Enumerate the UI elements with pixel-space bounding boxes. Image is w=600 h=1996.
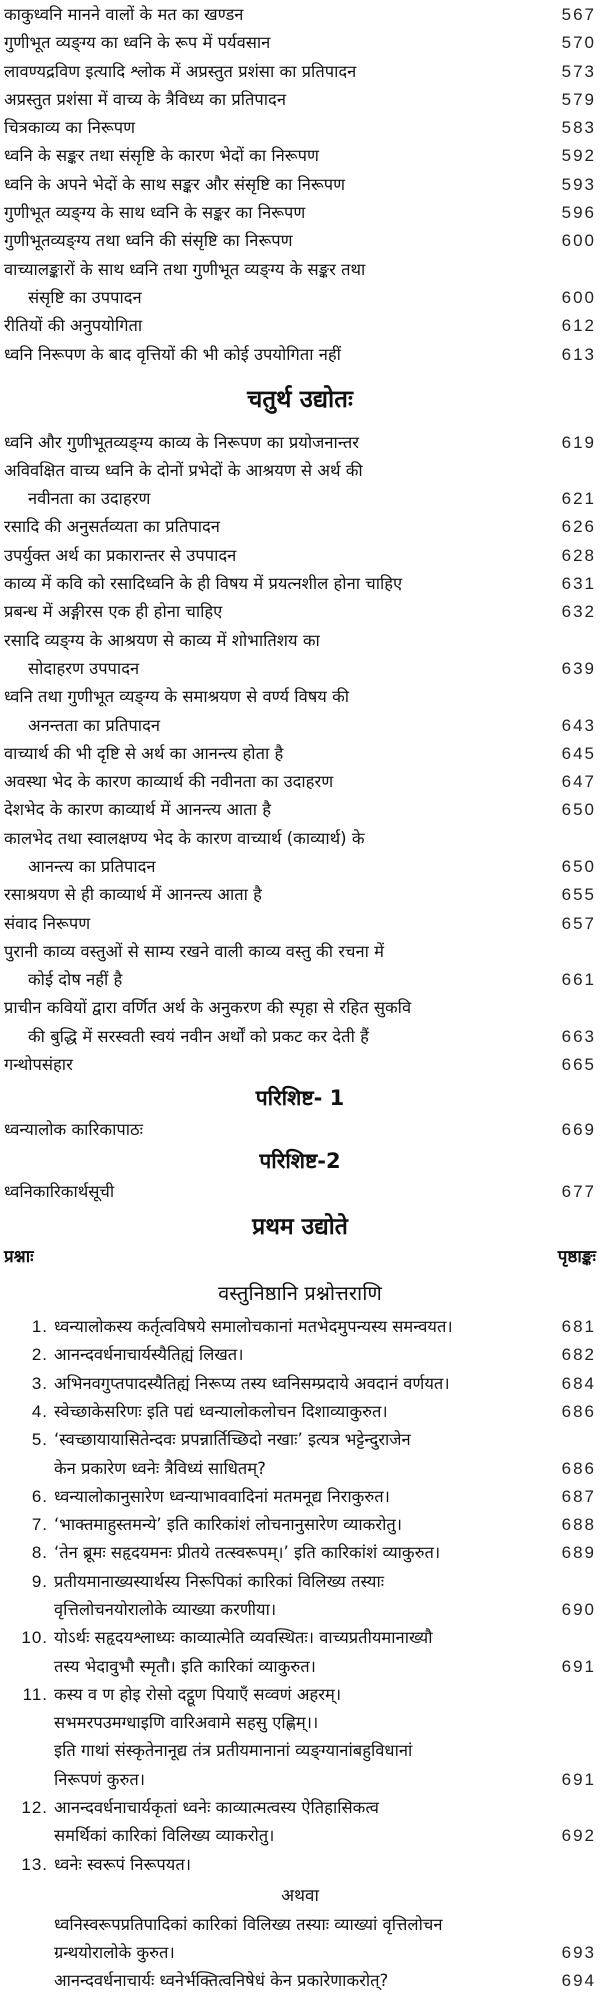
toc-entry	[0, 627, 600, 684]
entry-text-line: निरूपणं कुरुत।	[54, 1769, 145, 1789]
entry-text-line: ध्वनि निरूपण के बाद वृत्तियों की भी कोई उपयोगिता नहीं	[4, 344, 341, 364]
entry-text	[54, 1568, 536, 1625]
entry-text-line: नवीनता का उदाहरण	[28, 489, 151, 509]
entry-text-line: इति गाथां संस्कृतेनानूद्य तंत्र प्रतीयमानानां व्यङ्ग्यानांबहुविधानां	[54, 1741, 413, 1761]
entry-text	[0, 86, 536, 114]
entry-text	[0, 429, 536, 457]
question-number: 5.	[31, 1430, 48, 1450]
entry-text	[54, 1967, 536, 1995]
page-number: 579	[561, 89, 596, 109]
entry-text	[0, 627, 536, 684]
entry-text	[0, 683, 536, 740]
entry-text-line: अविवक्षित वाच्य ध्वनि के दोनों प्रभेदों के आश्रयण से अर्थ की	[4, 460, 363, 480]
page-number: 632	[561, 602, 596, 622]
page-number: 689	[561, 1543, 596, 1563]
entry-text-line: ध्वनिस्वरूपप्रतिपादिकां कारिकां विलिख्य तस्याः व्याख्यां वृत्तिलोचन	[54, 1914, 443, 1934]
entry-text-line: गुणीभूत व्यङ्ग्य के साथ ध्वनि के सङ्कर का निरूपण	[4, 203, 306, 223]
entry-text-line: स्वेच्छाकेसरिणः इति पद्यं ध्वन्यालोकलोचन दिशाव्याकुरुत।	[54, 1401, 388, 1421]
entry-text-line: संसृष्टि का उपपादन	[28, 287, 142, 307]
toc-entry	[0, 58, 600, 86]
question-item	[0, 1539, 600, 1567]
question-item	[0, 1398, 600, 1426]
toc-entry	[0, 768, 600, 796]
toc-entry	[0, 938, 600, 995]
entry-text-line: ध्वन्यालोकानुसारेण ध्वन्याभाववादिनां मतमनूद्य निराकुरुत।	[54, 1486, 390, 1506]
section-heading: प्रथम उद्योते	[252, 1213, 348, 1240]
page-number: 600	[561, 231, 596, 251]
entry-text	[54, 1426, 536, 1483]
question-item	[0, 1370, 600, 1398]
page-number: 619	[561, 432, 596, 452]
page-number: 583	[561, 118, 596, 138]
page-number: 661	[561, 970, 596, 990]
entry-text	[54, 1313, 536, 1341]
page-number: 612	[561, 316, 596, 336]
entry-text	[0, 768, 536, 796]
question-item	[0, 1483, 600, 1511]
entry-text-line: प्रबन्ध में अङ्गीरस एक ही होना चाहिए	[4, 602, 223, 622]
page-number: 665	[561, 1055, 596, 1075]
toc-entry	[0, 1, 600, 29]
entry-text	[0, 938, 536, 995]
entry-text-line: ध्वनि के सङ्कर तथा संसृष्टि के कारण भेदों का निरूपण	[4, 146, 319, 166]
page-number: 686	[561, 1401, 596, 1421]
toc-entry	[0, 994, 600, 1051]
entry-text-line: आनन्दवर्धनाचार्यस्यैतिह्यं लिखत।	[54, 1345, 244, 1365]
question-number: 8.	[31, 1543, 48, 1563]
question-item	[0, 1426, 600, 1483]
entry-text-line: उपर्युक्त अर्थ का प्रकारान्तर से उपपादन	[4, 545, 237, 565]
entry-text-line: अनन्तता का प्रतिपादन	[28, 715, 160, 735]
question-item	[0, 1341, 600, 1369]
page-number: 628	[561, 545, 596, 565]
page-number: 690	[561, 1599, 596, 1619]
entry-text	[0, 171, 536, 199]
entry-text-line: रसादि की अनुसर्तव्यता का प्रतिपादन	[4, 517, 220, 537]
entry-text-line: काव्य में कवि को रसादिध्वनि के ही विषय में प्रयत्नशील होना चाहिए	[4, 574, 403, 594]
question-number: 6.	[31, 1486, 48, 1506]
page-number: 592	[561, 146, 596, 166]
entry-text	[0, 796, 536, 824]
entry-text	[0, 1178, 536, 1206]
entry-text-line: चित्रकाव्य का निरूपण	[4, 118, 136, 138]
page-number: 693	[561, 1942, 596, 1962]
entry-text-line: कस्य व ण होइ रोसो दट्ठूण पियाएँ सव्वणं अहरम्।	[54, 1684, 342, 1704]
entry-text	[0, 312, 536, 340]
toc-entry	[0, 312, 600, 340]
toc-entry	[0, 1178, 600, 1206]
entry-text	[54, 1370, 536, 1398]
page-number: 677	[561, 1182, 596, 1202]
column-header	[0, 1243, 600, 1271]
page-number: 681	[561, 1317, 596, 1337]
entry-text	[0, 513, 536, 541]
page-number: 645	[561, 743, 596, 763]
entry-text-line: आनन्दवर्धनाचार्यकृतां ध्वनेः काव्यात्मत्वस्य ऐतिहासिकत्व	[54, 1798, 379, 1818]
toc-entry	[0, 542, 600, 570]
entry-text	[54, 1483, 536, 1511]
page-number: 663	[561, 1026, 596, 1046]
page-number: 684	[561, 1373, 596, 1393]
question-item	[0, 1851, 600, 1879]
question-number: 2.	[31, 1345, 48, 1365]
page-number: 687	[561, 1486, 596, 1506]
page-number: 692	[561, 1826, 596, 1846]
entry-text	[54, 1341, 536, 1369]
entry-text-line: तस्य भेदावुभौ स्मृतौ। इति कारिकां व्याकुरुत।	[54, 1656, 316, 1676]
toc-entry	[0, 881, 600, 909]
page-number: 600	[561, 287, 596, 307]
toc-entry	[0, 910, 600, 938]
entry-text-line: कालभेद तथा स्वालक्षण्य भेद के कारण वाच्यार्थ (काव्यार्थ) के	[4, 828, 365, 848]
entry-text-line: संवाद निरूपण	[4, 913, 91, 933]
page-number: 647	[561, 772, 596, 792]
entry-text-line: केन प्रकारेण ध्वनेः त्रैविध्यं साधितम्?	[54, 1458, 266, 1478]
entry-text	[0, 58, 536, 86]
section-heading: चतुर्थ उद्योतः	[247, 385, 353, 414]
entry-text-line: वृत्तिलोचनयोरालोके व्याख्या करणीया।	[54, 1599, 277, 1619]
toc-entry	[0, 142, 600, 170]
entry-text	[54, 1681, 536, 1794]
toc-entry	[0, 1051, 600, 1079]
entry-text-line: आनन्त्य का प्रतिपादन	[28, 857, 156, 876]
entry-text-line: ध्वन्यालोक कारिकापाठः	[4, 1120, 143, 1140]
entry-text-line: लावण्यद्रविण इत्यादि श्लोक में अप्रस्तुत प्रशंसा का प्रतिपादन	[4, 61, 357, 81]
entry-text	[0, 142, 536, 170]
toc-entry	[0, 227, 600, 255]
question-number: 13.	[21, 1854, 48, 1874]
question-number: 10.	[21, 1628, 48, 1648]
toc-entry	[0, 199, 600, 227]
entry-text-line: गुणीभूत व्यङ्ग्य का ध्वनि के रूप में पर्यवसान	[4, 33, 271, 53]
entry-text	[0, 1051, 536, 1079]
entry-text	[0, 227, 536, 255]
page-column-label: पृष्ठाङ्कः	[557, 1247, 596, 1268]
toc-entry	[0, 1116, 600, 1144]
entry-text-line: सोदाहरण उपपादन	[28, 658, 140, 678]
entry-text-line: ‘तेन ब्रूमः सहृदयमनः प्रीतये तत्स्वरूपम्।’ इति कारिकांशं व्याकुरुत।	[54, 1543, 441, 1563]
entry-text	[0, 598, 536, 626]
entry-text-line: काकुध्वनि मानने वालों के मत का खण्डन	[4, 5, 244, 24]
page-number: 669	[561, 1120, 596, 1140]
entry-text-line: प्रतीयमानाख्यस्यार्थस्य निरूपिकां कारिकां विलिख्य तस्याः	[54, 1571, 385, 1591]
question-item	[0, 1313, 600, 1341]
question-number: 1.	[31, 1317, 48, 1337]
toc-entry	[0, 683, 600, 740]
question-item	[0, 1568, 600, 1625]
entry-text-line: रसाश्रयण से ही काव्यार्थ में आनन्त्य आता है	[4, 885, 262, 905]
question-number: 3.	[31, 1373, 48, 1393]
entry-text-line: सभमरपउमग्धाइणि वारिअवामे सहसु एह्णिम्।।	[54, 1713, 319, 1733]
question-number: 12.	[21, 1798, 48, 1818]
question-number: 7.	[31, 1515, 48, 1535]
page-number: 570	[561, 33, 596, 53]
page-number: 643	[561, 715, 596, 735]
toc-entry	[0, 171, 600, 199]
entry-text-line: ध्वनि और गुणीभूतव्यङ्ग्य काव्य के निरूपण का प्रयोजनान्तर	[4, 432, 360, 452]
page-number: 639	[561, 658, 596, 678]
question-number: 4.	[31, 1401, 48, 1421]
entry-text-line: आनन्दवर्धनाचार्यः ध्वनेर्भक्तित्वनिषेधं केन प्रकारेणाकरोत्?	[54, 1971, 389, 1991]
entry-text-line: ध्वनिकारिकार्थसूची	[4, 1182, 115, 1202]
toc-entry	[0, 796, 600, 824]
toc-entry	[0, 457, 600, 514]
entry-text	[0, 881, 536, 909]
page-number: 686	[561, 1458, 596, 1478]
page-number: 657	[561, 913, 596, 933]
question-item	[0, 1967, 600, 1995]
page-number: 593	[561, 174, 596, 194]
page-number: 621	[561, 489, 596, 509]
entry-text-line: रसादि व्यङ्ग्य के आश्रयण से काव्य में शोभातिशय का	[4, 630, 320, 650]
toc-entry	[0, 429, 600, 457]
entry-text-line: गन्थोपसंहार	[4, 1055, 73, 1075]
entry-text	[0, 910, 536, 938]
page-number: 682	[561, 1345, 596, 1365]
page-number: 650	[561, 800, 596, 820]
entry-text-line: अप्रस्तुत प्रशंसा में वाच्य के त्रैविध्य का प्रतिपादन	[4, 89, 286, 109]
entry-text	[54, 1398, 536, 1426]
section-heading: अथवा	[281, 1886, 319, 1907]
entry-text	[54, 1851, 536, 1879]
entry-text	[0, 199, 536, 227]
entry-text	[54, 1511, 536, 1539]
page-number: 694	[561, 1971, 596, 1991]
questions-column-label: प्रश्नाः	[4, 1247, 34, 1268]
page-number: 631	[561, 574, 596, 594]
entry-text-line: ध्वनि के अपने भेदों के साथ सङ्कर और संसृष्टि का निरूपण	[4, 174, 346, 194]
question-item	[0, 1911, 600, 1968]
page-number: 691	[561, 1769, 596, 1789]
toc-entry	[0, 513, 600, 541]
entry-text	[0, 114, 536, 142]
section-heading: परिशिष्ट- 1	[255, 1085, 345, 1110]
entry-text-line: ‘स्वच्छायायासितेन्दवः प्रपन्नार्तिच्छिदो नखाः’ इत्यत्र भट्टेन्दुराजेन	[54, 1430, 411, 1450]
entry-text	[0, 570, 536, 598]
entry-text	[0, 825, 536, 882]
toc-entry	[0, 598, 600, 626]
section-heading: परिशिष्ट-2	[259, 1149, 341, 1174]
page-number: 688	[561, 1515, 596, 1535]
entry-text	[0, 994, 536, 1051]
page-number	[536, 1851, 600, 1879]
entry-text-line: ध्वन्यालोकस्य कर्तृत्वविषये समालोचकानां मतभेदमुपन्यस्य समन्वयत।	[54, 1317, 453, 1337]
entry-text	[0, 740, 536, 768]
toc-entry	[0, 86, 600, 114]
page-number: 626	[561, 517, 596, 537]
entry-text	[0, 457, 536, 514]
entry-text-line: पुरानी काव्य वस्तुओं से साम्य रखने वाली काव्य वस्तु की रचना में	[4, 941, 384, 961]
entry-text	[0, 256, 536, 313]
question-number	[0, 1967, 54, 1995]
section-heading: वस्तुनिष्ठानि प्रश्नोत्तराणि	[218, 1280, 382, 1305]
entry-text-line: वाच्यालङ्कारों के साथ ध्वनि तथा गुणीभूत व्यङ्ग्य के सङ्कर तथा	[4, 259, 366, 279]
question-item	[0, 1624, 600, 1681]
entry-text	[0, 1116, 536, 1144]
toc-entry	[0, 114, 600, 142]
entry-text-line: की बुद्धि में सरस्वती स्वयं नवीन अर्थों को प्रकट कर देती हैं	[28, 1026, 369, 1046]
entry-text	[54, 1624, 536, 1681]
question-number	[0, 1911, 54, 1939]
entry-text-line: प्राचीन कवियों द्वारा वर्णित अर्थ के अनुकरण की स्पृहा से रहित सुकवि	[4, 998, 412, 1018]
toc-entry	[0, 29, 600, 57]
entry-text	[0, 1, 536, 29]
page-number: 650	[561, 857, 596, 876]
entry-text-line: ग्रन्थयोरालोके कुरुत।	[54, 1942, 175, 1962]
entry-text-line: कोई दोष नहीं है	[28, 970, 123, 990]
entry-text	[0, 29, 536, 57]
toc-entry	[0, 825, 600, 882]
entry-text	[54, 1794, 536, 1851]
entry-text-line: गुणीभूतव्यङ्ग्य तथा ध्वनि की संसृष्टि का निरूपण	[4, 231, 293, 251]
page-number: 573	[561, 61, 596, 81]
entry-text	[0, 542, 536, 570]
entry-text-line: वाच्यार्थ की भी दृष्टि से अर्थ का आनन्त्य होता है	[4, 743, 284, 763]
entry-text-line: योऽर्थः सहृदयश्लाध्यः काव्यात्मेति व्यवस्थितः। वाच्यप्रतीयमानाख्यौ	[54, 1628, 433, 1648]
toc-entry	[0, 570, 600, 598]
page-number: 691	[561, 1656, 596, 1676]
entry-text-line: ध्वनि तथा गुणीभूत व्यङ्ग्य के समाश्रयण से वर्ण्य विषय की	[4, 687, 350, 707]
entry-text-line: ‘भाक्तमाहुस्तमन्ये’ इति कारिकांशं लोचनानुसारेण व्याकरोतु।	[54, 1515, 403, 1535]
entry-text	[54, 1539, 536, 1567]
page-number: 613	[561, 344, 596, 364]
entry-text	[0, 341, 536, 369]
page-number: 655	[561, 885, 596, 905]
entry-text-line: अवस्था भेद के कारण काव्यार्थ की नवीनता का उदाहरण	[4, 772, 334, 792]
toc-entry	[0, 341, 600, 369]
entry-text-line: ध्वनेः स्वरूपं निरूपयत।	[54, 1854, 191, 1874]
page-number: 596	[561, 203, 596, 223]
question-item	[0, 1511, 600, 1539]
page-number: 567	[561, 5, 596, 24]
entry-text-line: देशभेद के कारण काव्यार्थ में आनन्त्य आता है	[4, 800, 271, 820]
entry-text-line: अभिनवगुप्तपादस्यैतिह्यं निरूप्य तस्य ध्वनिसम्प्रदाये अवदानं वर्णयत।	[54, 1373, 450, 1393]
question-item	[0, 1794, 600, 1851]
entry-text-line: समर्थिकां कारिकां विलिख्य व्याकरोतु।	[54, 1826, 275, 1846]
toc-entry	[0, 740, 600, 768]
question-item	[0, 1681, 600, 1794]
entry-text	[54, 1911, 536, 1968]
question-number: 9.	[31, 1571, 48, 1591]
entry-text-line: रीतियों की अनुपयोगिता	[4, 316, 143, 336]
question-number: 11.	[22, 1684, 48, 1704]
toc-entry	[0, 256, 600, 313]
